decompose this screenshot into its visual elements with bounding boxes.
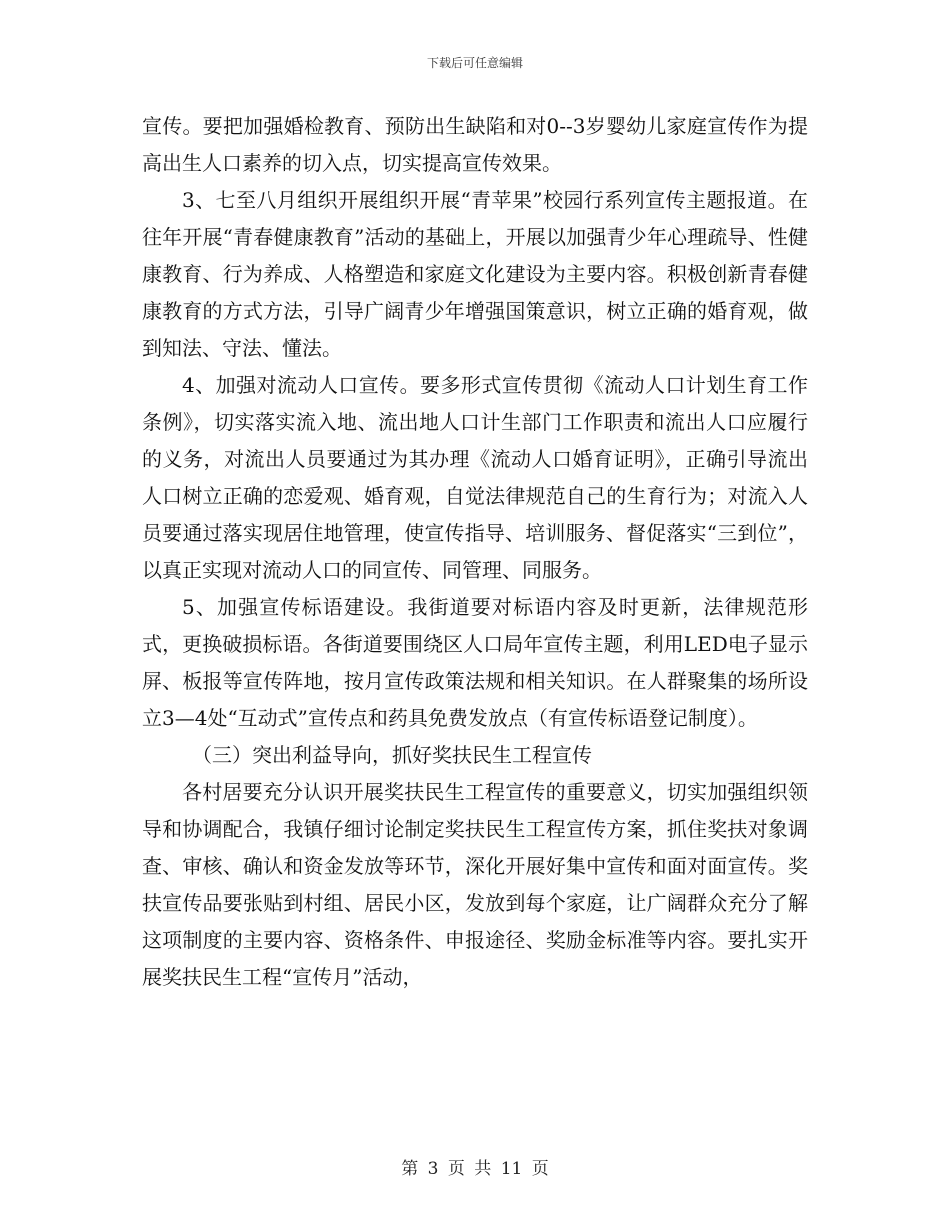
- paragraph-item-3: 3、七至八月组织开展组织开展“青苹果”校园行系列宣传主题报道。在往年开展“青春健康教育”活动的基础上，开展以加强青少年心理疏导、性健康教育、行为养成、人格塑造和家庭文化建设为主要内容。积极创新青春健康教育的方式方法，引导广阔青少年增强国策意识，树立正确的婚育观，做到知法、守法、懂法。: [142, 188, 808, 360]
- section-heading: （三）突出利益导向，抓好奖扶民生工程宣传: [192, 743, 592, 767]
- paragraph-item-5: 5、加强宣传标语建设。我街道要对标语内容及时更新，法律规范形式，更换破损标语。各街道要围绕区人口局年宣传主题，利用LED电子显示屏、板报等宣传阵地，按月宣传政策法规和相关知识。在人群聚集的场所设立3—4处“互动式”宣传点和药具免费发放点（有宣传标语登记制度）。: [142, 595, 808, 730]
- paragraph-item-4: 4、加强对流动人口宣传。要多形式宣传贯彻《流动人口计划生育工作条例》，切实落实流入地、流出地人口计生部门工作职责和流出人口应履行的义务，对流出人员要通过为其办理《流动人口婚育证明》，正确引导流出人口树立正确的恋爱观、婚育观，自觉法律规范自己的生育行为；对流入人员要通过落实现居住地管理，使宣传指导、培训服务、督促落实“三到位”，以真正实现对流动人口的同宣传、同管理、同服务。: [142, 373, 808, 582]
- paragraph-continuation: 宣传。要把加强婚检教育、预防出生缺陷和对0--3岁婴幼儿家庭宣传作为提高出生人口素养的切入点，切实提高宣传效果。: [142, 114, 808, 175]
- document-body: [142, 108, 808, 996]
- page-header: 下载后可任意编辑: [426, 56, 523, 70]
- page-number-footer: 第 3 页 共 11 页: [401, 1159, 549, 1179]
- paragraph-section-body: 各村居要充分认识开展奖扶民生工程宣传的重要意义，切实加强组织领导和协调配合，我镇仔细讨论制定奖扶民生工程宣传方案，抓住奖扶对象调查、审核、确认和资金发放等环节，深化开展好集中宣传和面对面宣传。奖扶宣传品要张贴到村组、居民小区，发放到每个家庭，让广阔群众充分了解这项制度的主要内容、资格条件、申报途径、奖励金标准等内容。要扎实开展奖扶民生工程“宣传月”活动，: [142, 780, 808, 989]
